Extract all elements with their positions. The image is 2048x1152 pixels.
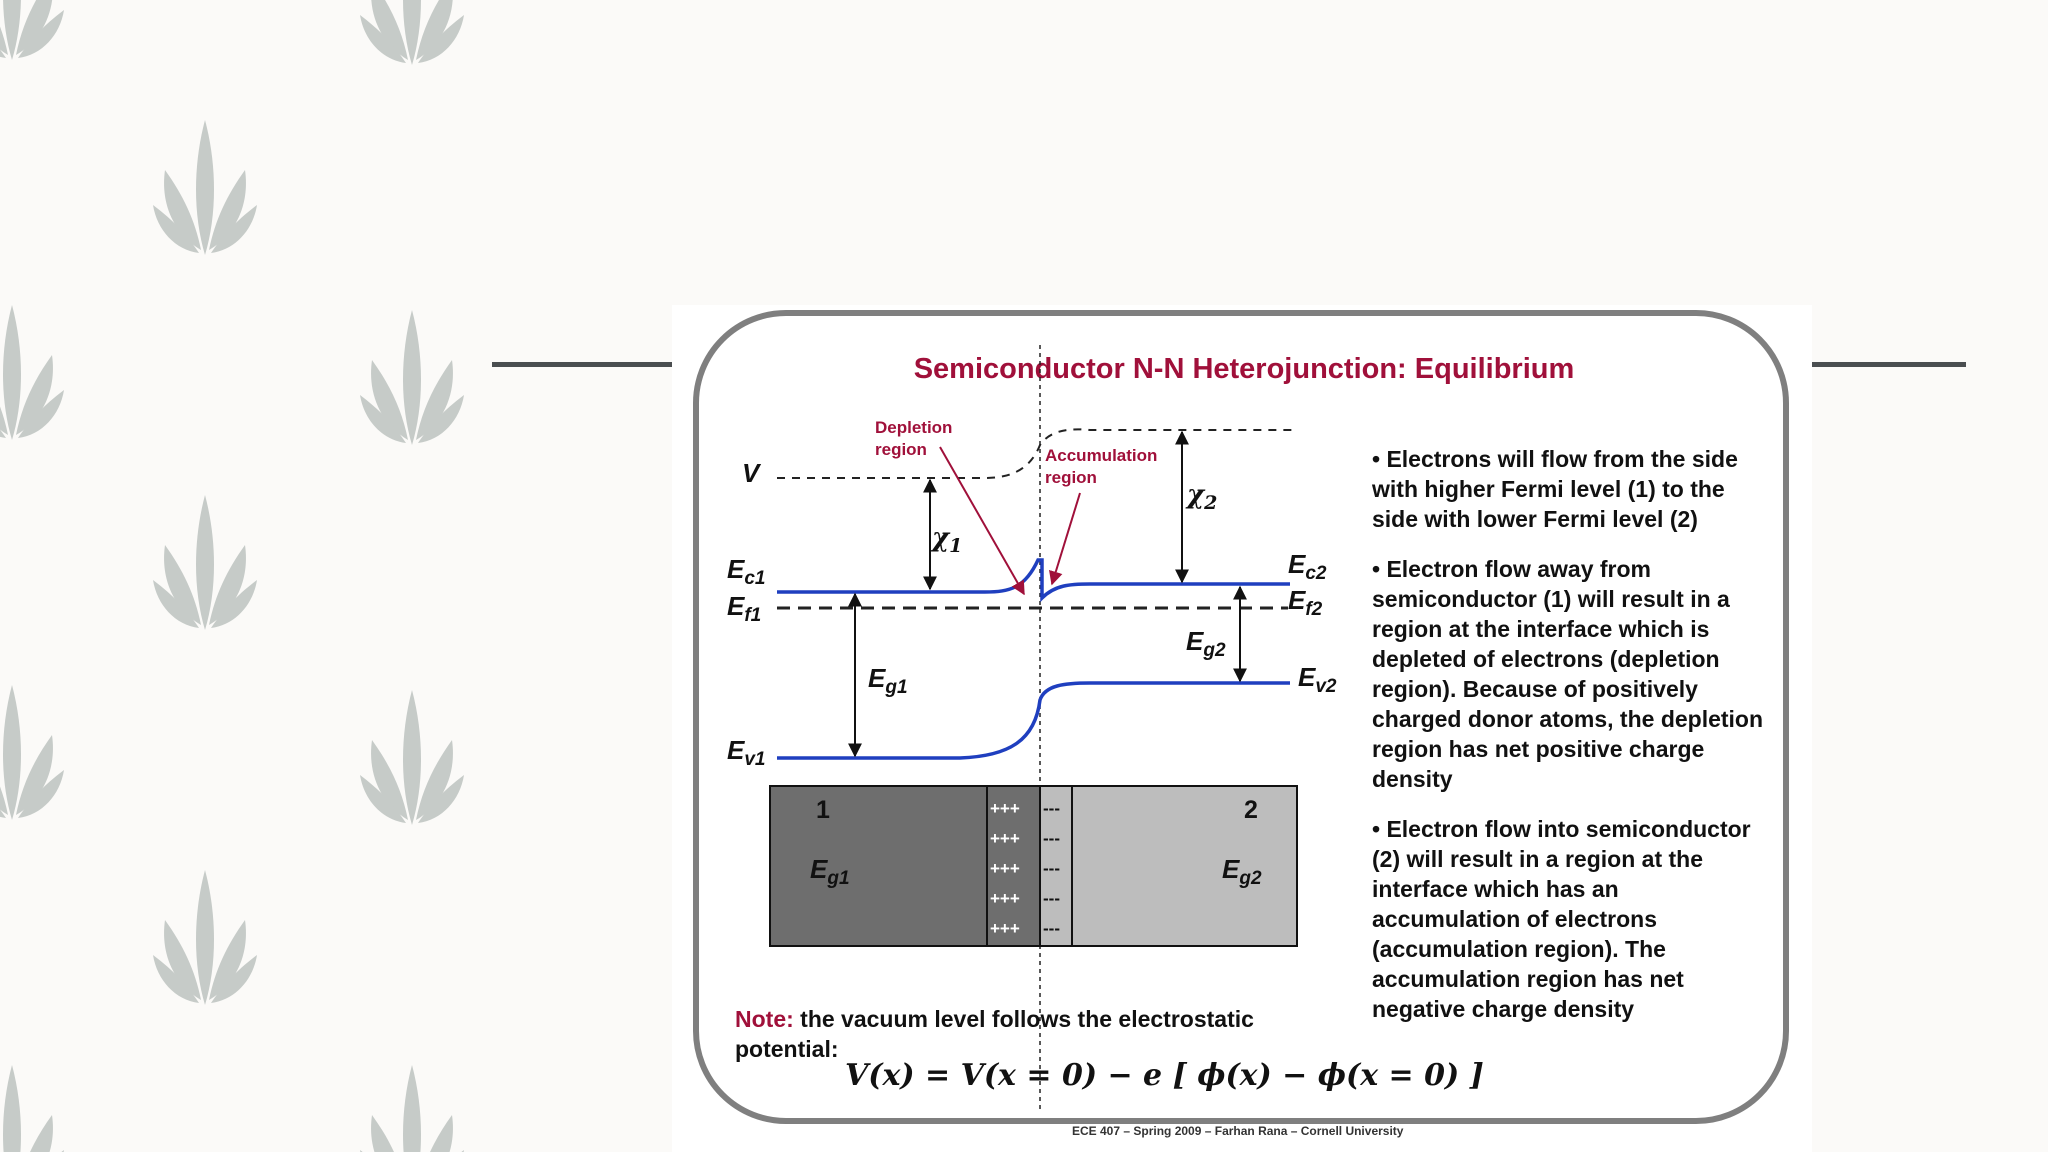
accumulation-pointer-arrow <box>1052 493 1080 584</box>
ec1-label: $E_{c1}$ <box>727 554 766 589</box>
positive-charge-mark: +++ <box>990 859 1020 878</box>
chi2-label: $\chi_2$ <box>1187 480 1218 514</box>
depletion-pointer-arrow <box>940 447 1024 594</box>
semiconductor-2-region <box>1072 786 1297 946</box>
positive-charge-mark: +++ <box>990 799 1020 818</box>
conduction-band-curve <box>777 560 1290 598</box>
eg1-label: $E_{g1}$ <box>868 663 908 698</box>
valence-band-curve <box>777 683 1290 758</box>
positive-charge-mark: +++ <box>990 829 1020 848</box>
region-2-number: 2 <box>1244 796 1258 824</box>
negative-charge-mark: --- <box>1043 859 1060 878</box>
depletion-region-label: Depletion region <box>875 418 953 459</box>
positive-charge-mark: +++ <box>990 889 1020 908</box>
accumulation-region-label: Accumulation region <box>1045 446 1158 487</box>
bullet-item: • Electrons will flow from the side with higher Fermi level (1) to the side with lower Fermi level (2) <box>1372 446 1738 532</box>
slide-footer: ECE 407 – Spring 2009 – Farhan Rana – Cornell University <box>1072 1124 1404 1138</box>
explanation-bullets <box>1372 444 1772 1044</box>
vacuum-level-label: V <box>742 458 760 488</box>
ef2-label: $E_{f2}$ <box>1288 585 1323 620</box>
region-1-number: 1 <box>816 796 830 824</box>
region-2-gap-label: $E_{g2}$ <box>1222 854 1262 889</box>
semiconductor-1-region <box>770 786 987 946</box>
ev2-label: $E_{v2}$ <box>1298 662 1337 697</box>
vacuum-level-curve <box>777 429 1292 478</box>
note-text <box>735 1004 1335 1064</box>
note-body: the vacuum level follows the electrostatic potential: <box>735 1006 1254 1062</box>
positive-charge-mark: +++ <box>990 919 1020 938</box>
ev1-label: $E_{v1}$ <box>727 735 766 770</box>
negative-charge-mark: --- <box>1043 919 1060 938</box>
bullet-item: • Electron flow into semiconductor (2) will result in a region at the interface which has an accumulation of electrons (accumulation region). The accumulation region has net negative charge density <box>1372 816 1751 1022</box>
potential-equation: V(x) = V(x = 0) − e [ ϕ(x) − ϕ(x = 0) ] <box>845 1058 1484 1093</box>
region-1-gap-label: $E_{g1}$ <box>810 854 850 889</box>
negative-charge-mark: --- <box>1043 889 1060 908</box>
chi1-label: $\chi_1$ <box>932 523 963 557</box>
eg2-label: $E_{g2}$ <box>1186 626 1226 661</box>
negative-charge-mark: --- <box>1043 799 1060 818</box>
ec2-label: $E_{c2}$ <box>1288 549 1327 584</box>
semiconductor-regions <box>770 786 1297 946</box>
ef1-label: $E_{f1}$ <box>727 591 762 626</box>
note-label: Note: <box>735 1006 794 1032</box>
bullet-item: • Electron flow away from semiconductor (1) will result in a region at the interface which is depleted of electrons (depletion region). Because of positively charged donor atoms, the depletion region has net positive charge density <box>1372 556 1764 792</box>
slide-title: Semiconductor N-N Heterojunction: Equilibrium <box>913 353 1575 385</box>
negative-charge-mark: --- <box>1043 829 1060 848</box>
